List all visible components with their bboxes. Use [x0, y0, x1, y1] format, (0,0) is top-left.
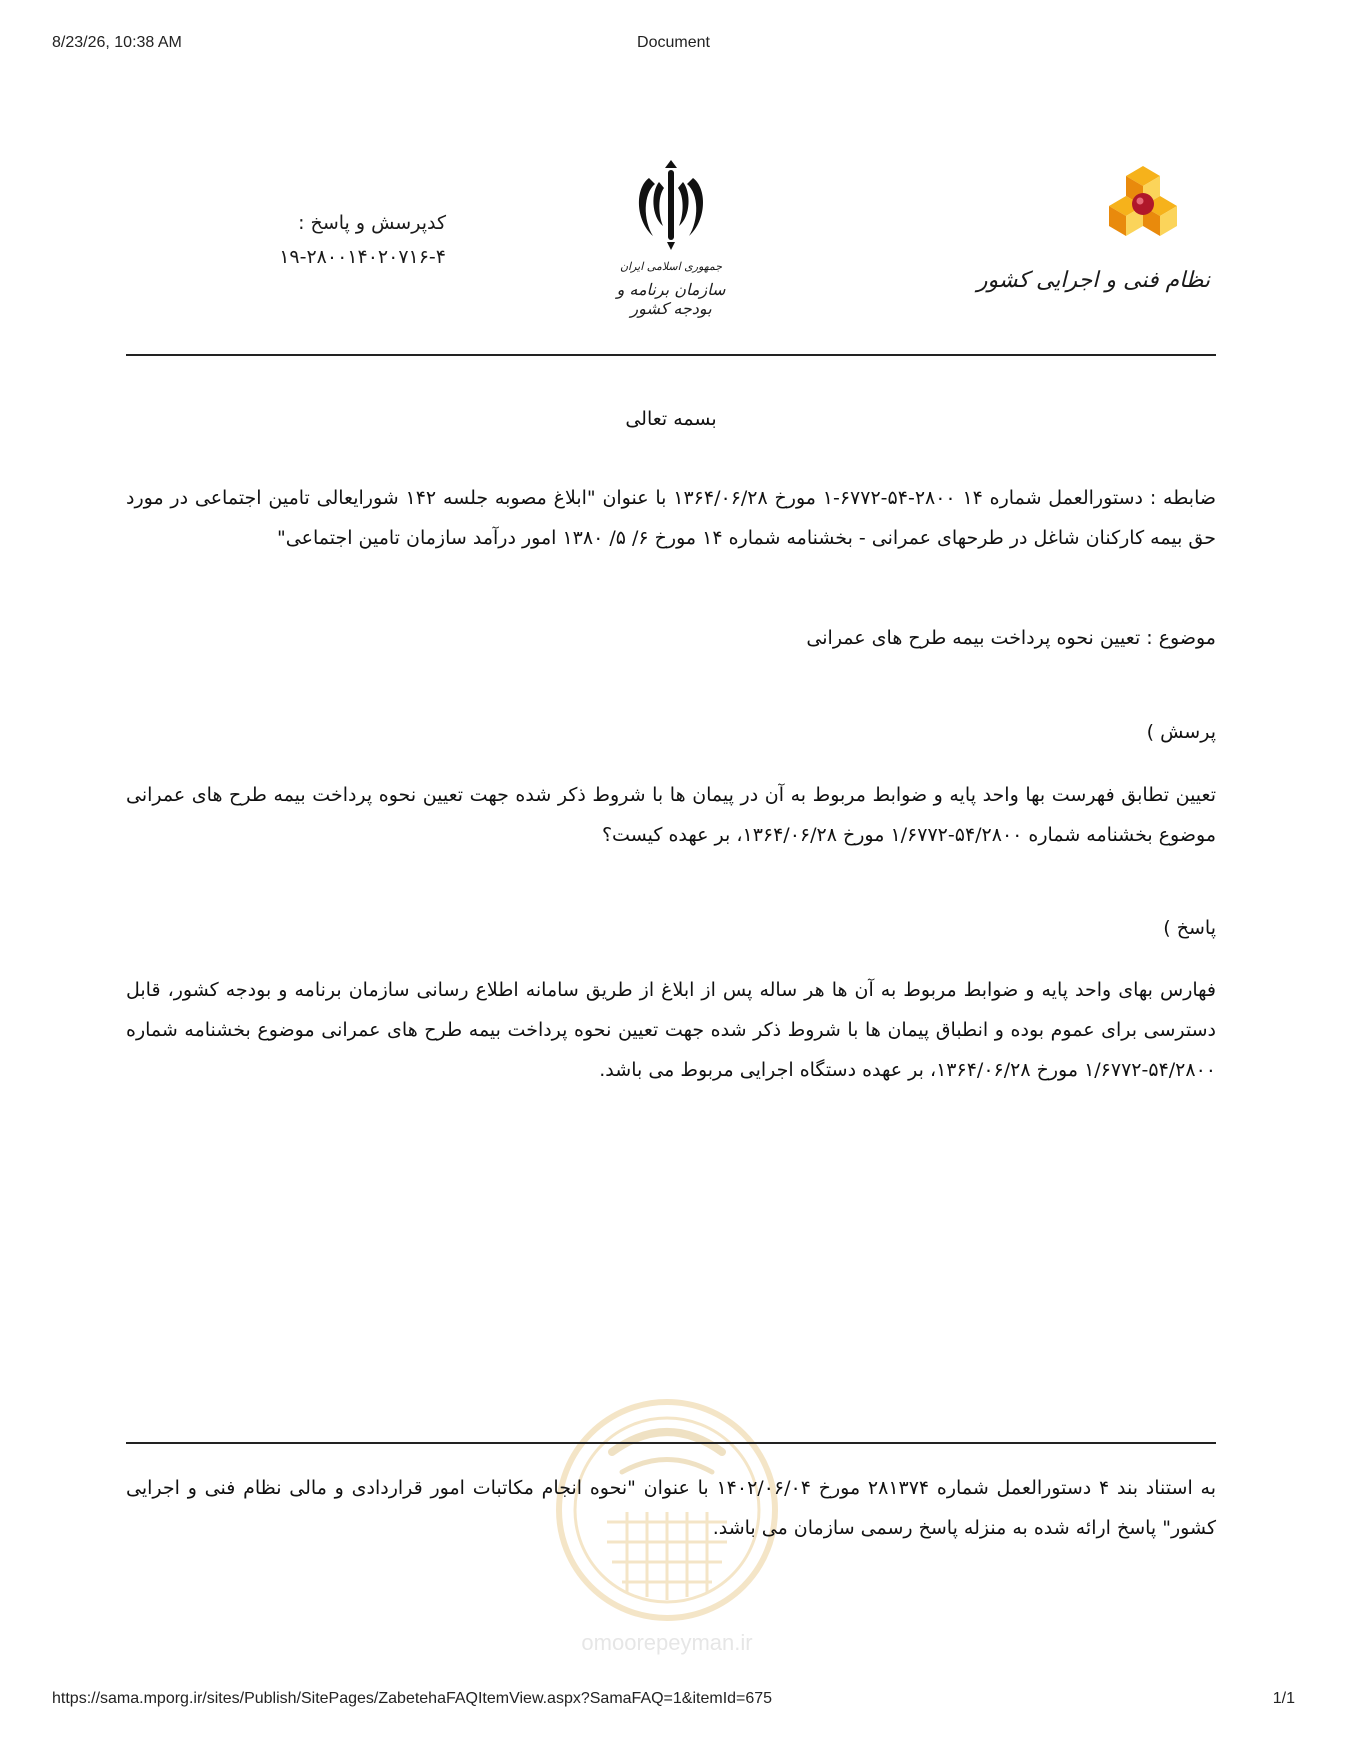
print-header	[52, 34, 1295, 56]
print-timestamp: 8/23/26, 10:38 AM	[52, 34, 182, 51]
answer-heading: پاسخ )	[1163, 917, 1216, 939]
faq-code-value: ۱۹-۲۸۰۰۱۴۰۲۰۷۱۶-۴	[279, 246, 446, 268]
footer-note: به استناد بند ۴ دستورالعمل شماره ۲۸۱۳۷۴ مورخ ۱۴۰۲/۰۶/۰۴ با عنوان "نحوه انجام مکاتبات امور قراردادی و مالی نظام فنی و اجرایی کشور" پاسخ ارائه شده به منزله پاسخ رسمی سازمان می باشد.	[126, 1477, 1216, 1539]
nezam-fanni-logo	[976, 164, 1218, 314]
question-heading: پرسش )	[1146, 721, 1216, 743]
print-document-title: Document	[637, 34, 710, 51]
answer-text: فهارس بهای واحد پایه و ضوابط مربوط به آن ها هر ساله پس از ابلاغ از طریق سامانه اطلاع رسانی سازمان برنامه و بودجه کشور، قابل دسترسی برای عموم بوده و انطباق پیمان ها با شروط ذکر شده جهت تعیین نحوه پرداخت بیمه طرح های عمرانی موضوع بخشنامه شماره ۵۴/۲۸۰۰-۱/۶۷۷۲ مورخ ۱۳۶۴/۰۶/۲۸، بر عهده دستگاه اجرایی مربوط می باشد.	[126, 979, 1216, 1081]
emblem-caption-organization: سازمان برنامه و بودجه کشور	[616, 280, 726, 318]
print-url: https://sama.mporg.ir/sites/Publish/SitePages/ZabetehaFAQItemView.aspx?SamaFAQ=1&itemId=675	[52, 1690, 773, 1707]
rule-reference: ضابطه : دستورالعمل شماره ۱۴ ۲۸۰۰-۵۴-۶۷۷۲-۱ مورخ ۱۳۶۴/۰۶/۲۸ با عنوان "ابلاغ مصوبه جلسه ۱۴۲ شورایعالی تامین اجتماعی در مورد حق بیمه کارکنان شاغل در طرحهای عمرانی - بخشنامه شماره ۱۴ مورخ ۶/ ۵/ ۱۳۸۰ امور درآمد سازمان تامین اجتماعی"	[126, 487, 1217, 549]
basmala: بسمه تعالی	[625, 408, 717, 430]
footer-divider	[126, 1442, 1216, 1444]
iran-emblem-icon	[631, 160, 711, 250]
print-footer	[52, 1690, 1295, 1712]
letterhead	[126, 150, 1218, 325]
question-text: تعیین تطابق فهرست بها واحد پایه و ضوابط مربوط به آن در پیمان ها با شروط ذکر شده جهت تعیین نحوه پرداخت بیمه طرح های عمرانی موضوع بخشنامه شماره ۵۴/۲۸۰۰-۱/۶۷۷۲ مورخ ۱۳۶۴/۰۶/۲۸، بر عهده کیست؟	[126, 784, 1216, 846]
nezam-fanni-logo-text: نظام فنی و اجرایی کشور	[976, 268, 1210, 293]
print-page-number: 1/1	[1272, 1690, 1295, 1707]
faq-code-label: کدپرسش و پاسخ :	[298, 212, 446, 234]
header-divider	[126, 354, 1216, 356]
subject-line: موضوع : تعیین نحوه پرداخت بیمه طرح های عمرانی	[806, 627, 1216, 649]
emblem-caption-country: جمهوری اسلامی ایران	[619, 260, 723, 273]
faq-code-block	[236, 206, 446, 274]
cube-pyramid-logo-icon	[1098, 164, 1188, 254]
iran-emblem	[606, 160, 736, 320]
watermark-site: omoorepeyman.ir	[581, 1630, 753, 1655]
